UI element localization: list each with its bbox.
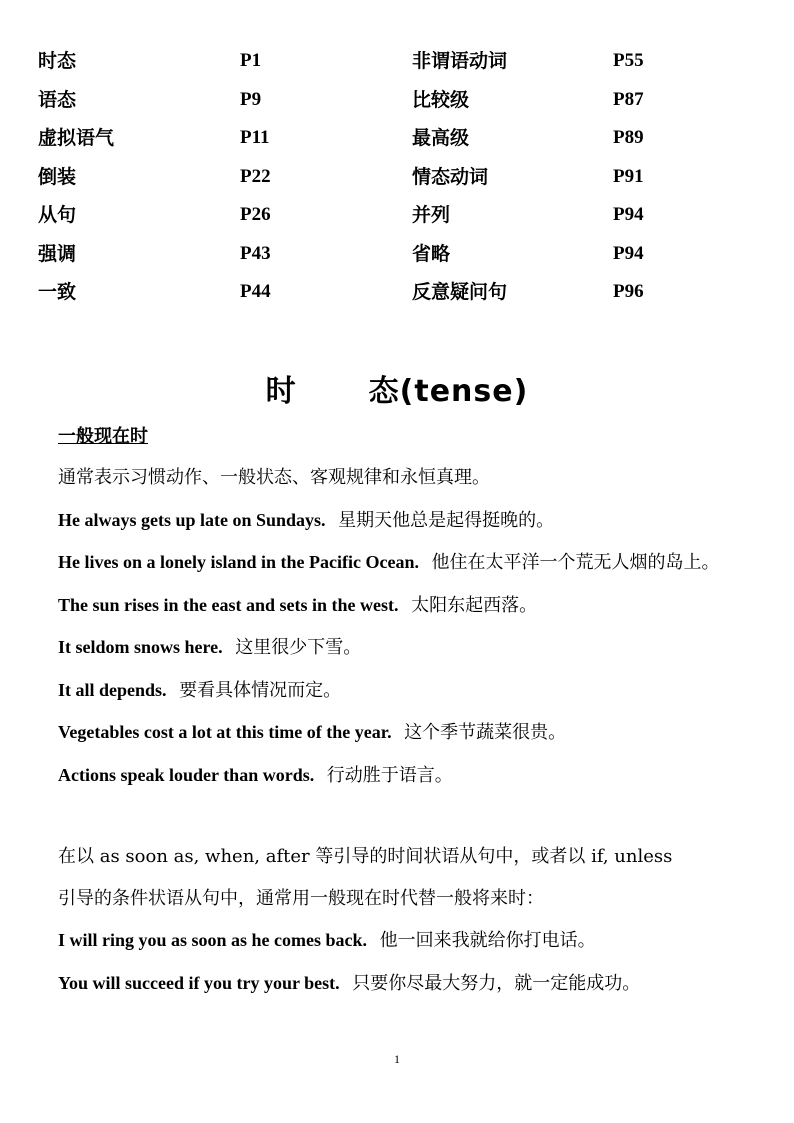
example-line: [58, 719, 748, 746]
example-english: The sun rises in the east and sets in the west.: [58, 594, 399, 615]
toc-topic: 从句: [38, 204, 77, 226]
table-of-contents: [38, 48, 758, 318]
example-chinese: 这个季节蔬菜很贵。: [404, 722, 567, 743]
example-chinese: 星期天他总是起得挺晚的。: [338, 509, 555, 531]
toc-topic: 强调: [38, 242, 77, 265]
example-chinese: 他住在太平洋一个荒无人烟的岛上。: [431, 552, 720, 573]
toc-topic: 一致: [38, 281, 77, 303]
toc-page: P89: [613, 127, 644, 148]
example-chinese: 太阳东起西落。: [411, 594, 538, 616]
example-line: [58, 634, 748, 661]
toc-topic: 虚拟语气: [38, 127, 115, 149]
toc-page: P11: [240, 127, 270, 148]
toc-row: [38, 164, 758, 203]
toc-topic: 并列: [412, 204, 451, 226]
toc-topic: 倒装: [38, 165, 77, 188]
rule-line: 在以 as soon as, when, after 等引导的时间状语从句中，或者以 if, unless: [58, 846, 673, 867]
example-line: [58, 592, 748, 619]
toc-topic: 省略: [412, 242, 451, 265]
toc-row: [38, 125, 758, 164]
example-english: Actions speak louder than words.: [58, 764, 315, 785]
toc-page: P22: [240, 165, 271, 187]
example-line: [58, 549, 748, 576]
rule-line: 引导的条件状语从句中，通常用一般现在时代替一般将来时：: [58, 887, 544, 909]
section-body: [58, 424, 748, 1012]
toc-page: P43: [240, 242, 271, 264]
example-english: It seldom snows here.: [58, 637, 223, 657]
example-english: It all depends.: [58, 679, 167, 700]
example-chinese: 只要你尽最大努力，就一定能成功。: [352, 972, 641, 994]
toc-row: [38, 279, 758, 318]
example-english: Vegetables cost a lot at this time of the year.: [58, 722, 392, 742]
toc-row: [38, 87, 758, 126]
example-line: [58, 677, 748, 704]
example-english: He always gets up late on Sundays.: [58, 509, 326, 530]
toc-page: P44: [240, 281, 271, 302]
title-part-1: 时: [265, 374, 297, 409]
toc-topic: 比较级: [412, 88, 470, 111]
example-chinese: 行动胜于语言。: [326, 764, 453, 786]
spacer: [58, 804, 748, 844]
toc-page: P94: [613, 242, 644, 264]
toc-page: P87: [613, 88, 644, 110]
toc-topic: 时态: [38, 50, 77, 72]
page-number: 1: [394, 1052, 400, 1066]
title-part-2: 态(tense): [368, 374, 529, 409]
toc-page: P9: [240, 88, 262, 110]
section-heading: 一般现在时: [58, 426, 148, 447]
toc-row: [38, 202, 758, 241]
example-english: I will ring you as soon as he comes back.: [58, 930, 368, 950]
toc-page: P96: [613, 281, 644, 302]
example-english: He lives on a lonely island in the Pacific Ocean.: [58, 552, 419, 572]
toc-page: P55: [613, 50, 644, 71]
section-intro: 通常表示习惯动作、一般状态、客观规律和永恒真理。: [58, 467, 490, 488]
toc-page: P26: [240, 204, 271, 225]
example-chinese: 要看具体情况而定。: [179, 679, 342, 701]
toc-row: [38, 241, 758, 280]
example-chinese: 这里很少下雪。: [235, 637, 362, 658]
example-line: [58, 507, 748, 534]
toc-topic: 非谓语动词: [412, 50, 508, 72]
example-line: [58, 762, 748, 789]
example-chinese: 他一回来我就给你打电话。: [379, 930, 596, 951]
toc-topic: 语态: [38, 88, 77, 111]
toc-row: [38, 48, 758, 87]
example-line: [58, 927, 748, 954]
page-title: [0, 366, 794, 410]
example-english: You will succeed if you try your best.: [58, 972, 340, 993]
toc-topic: 反意疑问句: [412, 281, 508, 303]
toc-page: P91: [613, 165, 644, 187]
toc-topic: 情态动词: [412, 165, 489, 188]
toc-page: P1: [240, 50, 262, 71]
toc-topic: 最高级: [412, 127, 470, 149]
toc-page: P94: [613, 204, 644, 225]
example-line: [58, 970, 748, 997]
